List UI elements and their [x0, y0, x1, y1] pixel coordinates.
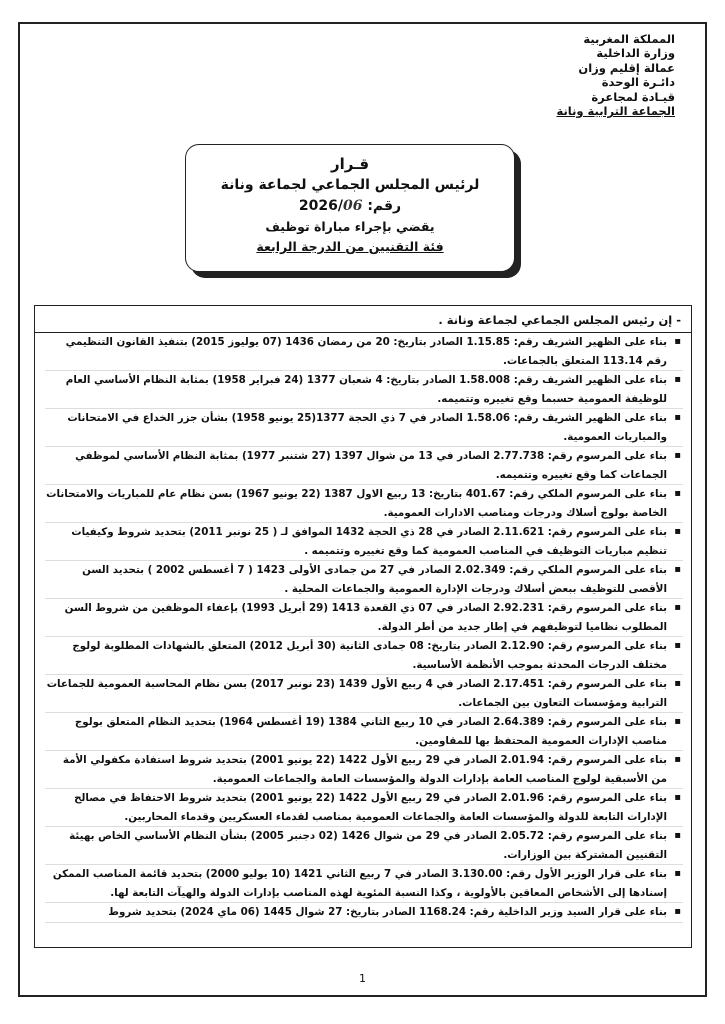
list-item — [45, 751, 683, 789]
list-item — [45, 333, 683, 371]
list-item-text: بناء على قرار السيد وزير الداخلية رقم: 1168.24 الصادر بتاريخ: 27 شوال 1445 (06 ماي 2024) بتحديد شروط — [108, 906, 667, 918]
list-item — [45, 409, 683, 447]
list-item-text: بناء على المرسوم رقم: 2.92.231 الصادر في 07 ذي القعدة 1413 (29 أبريل 1993) بإعفاء الموظفين من شروط السن المطلوب نظاميا لتوظيفهم في إطار جديد من أطر الدولة. — [64, 602, 667, 633]
considerations-header: - إن رئيس المجلس الجماعي لجماعة ونانة . — [35, 306, 691, 333]
list-item — [45, 447, 683, 485]
list-item — [45, 789, 683, 827]
list-item-text: بناء على المرسوم الملكي رقم: 2.02.349 الصادر في 27 من جمادى الأولى 1423 ( 7 أغسطس 2002 ) بتحديد السن الأقصى للتوظيف ببعض أسلاك ودرجات الإدارة العمومية والجماعات المحلية . — [82, 564, 667, 595]
decision-number-year: 2026/ — [298, 198, 343, 214]
list-item — [45, 523, 683, 561]
bullet-icon: ▪ — [674, 792, 681, 803]
institution-line: دائـرة الوحدة — [601, 75, 675, 90]
decision-title: قـرار — [330, 155, 370, 173]
list-item — [45, 637, 683, 675]
list-item — [45, 903, 683, 923]
institution-line: المملكة المغربية — [583, 32, 675, 46]
list-item-text: بناء على الظهير الشريف رقم: 1.58.06 الصادر في 7 ذي الحجة 1377(25 يونيو 1958) بشأن جزر الخداع في الامتحانات والمباريات العمومية. — [67, 412, 667, 443]
decision-number-prefix: رقم: — [367, 198, 402, 214]
considerations-box — [34, 305, 692, 948]
bullet-icon: ▪ — [674, 868, 681, 879]
institution-line: قيـادة لمجاعرة — [591, 89, 675, 104]
decision-issuer: لرئيس المجلس الجماعي لجماعة ونانة — [220, 177, 480, 193]
bullet-icon: ▪ — [674, 830, 681, 841]
bullet-icon: ▪ — [674, 678, 681, 689]
list-item-text: بناء على المرسوم رقم: 2.64.389 الصادر في 10 ربيع الثاني 1384 (19 أغسطس 1964) بتحديد النظام المتعلق بولوج مناصب الإدارات العمومية المحتفظ بها للمقاومين. — [74, 716, 667, 747]
list-item — [45, 713, 683, 751]
decision-category: فئة التقنيين من الدرجة الرابعة — [256, 239, 444, 254]
list-item-text: بناء على المرسوم الملكي رقم: 401.67 بتاريخ: 13 ربيع الاول 1387 (22 يونيو 1967) بسن نظام عام للمباريات والامتحانات الخاصة بولوج أسلاك ودرجات ومناصب الادارات العمومية. — [46, 488, 667, 519]
institution-header — [475, 32, 675, 118]
list-item — [45, 485, 683, 523]
bullet-icon: ▪ — [674, 412, 681, 423]
list-item-text: بناء على المرسوم رقم: 2.05.72 الصادر في 29 من شوال 1426 (02 دجنبر 2005) بشأن النظام الأساسي الخاص بهيئة التقنيين المشتركة بين الوزارات. — [69, 830, 667, 861]
bullet-icon: ▪ — [674, 526, 681, 537]
institution-line: عمالة إقليم وزان — [578, 60, 675, 75]
list-item — [45, 675, 683, 713]
list-item-text: بناء على المرسوم رقم: 2.12.90 الصادر بتاريخ: 08 جمادى الثانية (30 أبريل 2012) المتعلق بالشهادات المطلوبة لولوج مختلف الدرجات المحدثة بموجب الأنظمة الأساسية. — [72, 640, 667, 671]
bullet-icon: ▪ — [674, 374, 681, 385]
list-item — [45, 865, 683, 903]
bullet-icon: ▪ — [674, 564, 681, 575]
bullet-icon: ▪ — [674, 488, 681, 499]
decision-number — [186, 198, 514, 214]
considerations-list — [35, 333, 691, 923]
list-item-text: بناء على المرسوم رقم: 2.11.621 الصادر في 28 ذي الحجة 1432 الموافق لـ ( 25 نونبر 2011) بتحديد شروط وكيفيات تنظيم مباريات التوظيف في المناصب العمومية كما وقع تغييره وتتميمه . — [71, 526, 667, 557]
list-item-text: بناء على الظهير الشريف رقم: 1.15.85 الصادر بتاريخ: 20 من رمضان 1436 (07 يوليوز 2015) بتنفيذ القانون التنظيمي رقم 113.14 المتعلق بالجماعات. — [65, 336, 667, 367]
bullet-icon: ▪ — [674, 450, 681, 461]
decision-subject: يقضي بإجراء مباراة توظيف — [265, 219, 435, 234]
institution-line: الجماعة الترابية ونانة — [556, 104, 675, 119]
bullet-icon: ▪ — [674, 906, 681, 917]
bullet-icon: ▪ — [674, 336, 681, 347]
list-item-text: بناء على الظهير الشريف رقم: 1.58.008 الصادر بتاريخ: 4 شعبان 1377 (24 فبراير 1958) بمثابة النظام الأساسي العام للوظيفة العمومية حسبما وقع تغييره وتتميمه. — [65, 374, 667, 405]
list-item-text: بناء على المرسوم رقم: 2.77.738 الصادر في 13 من شوال 1397 (27 شتنبر 1977) بمثابة النظام الأساسي لموظفي الجماعات كما وقع تغييره وتتميمه. — [75, 450, 667, 481]
list-item-text: بناء على المرسوم رقم: 2.01.94 الصادر في 29 ربيع الأول 1422 (22 يونيو 2001) بتحديد شروط استفادة مكفولي الأمة من الأسبقية لولوج المناصب العامة بإدارات الدولة والمؤسسات العامة والجماعات العمومية. — [62, 754, 667, 785]
bullet-icon: ▪ — [674, 754, 681, 765]
bullet-icon: ▪ — [674, 602, 681, 613]
list-item — [45, 371, 683, 409]
list-item — [45, 599, 683, 637]
list-item-text: بناء على المرسوم رقم: 2.01.96 الصادر في 29 ربيع الأول 1422 (22 يونيو 2001) بتحديد شروط الاحتفاظ في مصالح الإدارات التابعة للدولة والمؤسسات العامة والجماعات العمومية بمناصب لقدماء العسكريين وقدماء المحاربين. — [74, 792, 667, 823]
list-item-text: بناء على قرار الوزير الأول رقم: 3.130.00 الصادر في 7 ربيع الثاني 1421 (10 يوليو 2000) بتحديد قائمة المناصب الممكن إسنادها إلى الأشخاص المعاقين بالأولوية ، وكذا النسبة المئوية لهذه المناصب بإدارات الدولة والهيآت التابعة لها. — [52, 868, 667, 899]
decision-number-handwritten: 06 — [342, 198, 363, 214]
decision-number-value — [299, 198, 363, 214]
list-item-text: بناء على المرسوم رقم: 2.17.451 الصادر في 4 ربيع الأول 1439 (23 نونبر 2017) بسن نظام المحاسبة العمومية للجماعات الترابية ومؤسسات التعاون بين الجماعات. — [46, 678, 667, 709]
institution-line: وزارة الداخلية — [596, 46, 675, 61]
list-item — [45, 827, 683, 865]
list-item — [45, 561, 683, 599]
bullet-icon: ▪ — [674, 716, 681, 727]
page-number: 1 — [359, 972, 366, 985]
decision-title-box — [185, 144, 515, 272]
bullet-icon: ▪ — [674, 640, 681, 651]
